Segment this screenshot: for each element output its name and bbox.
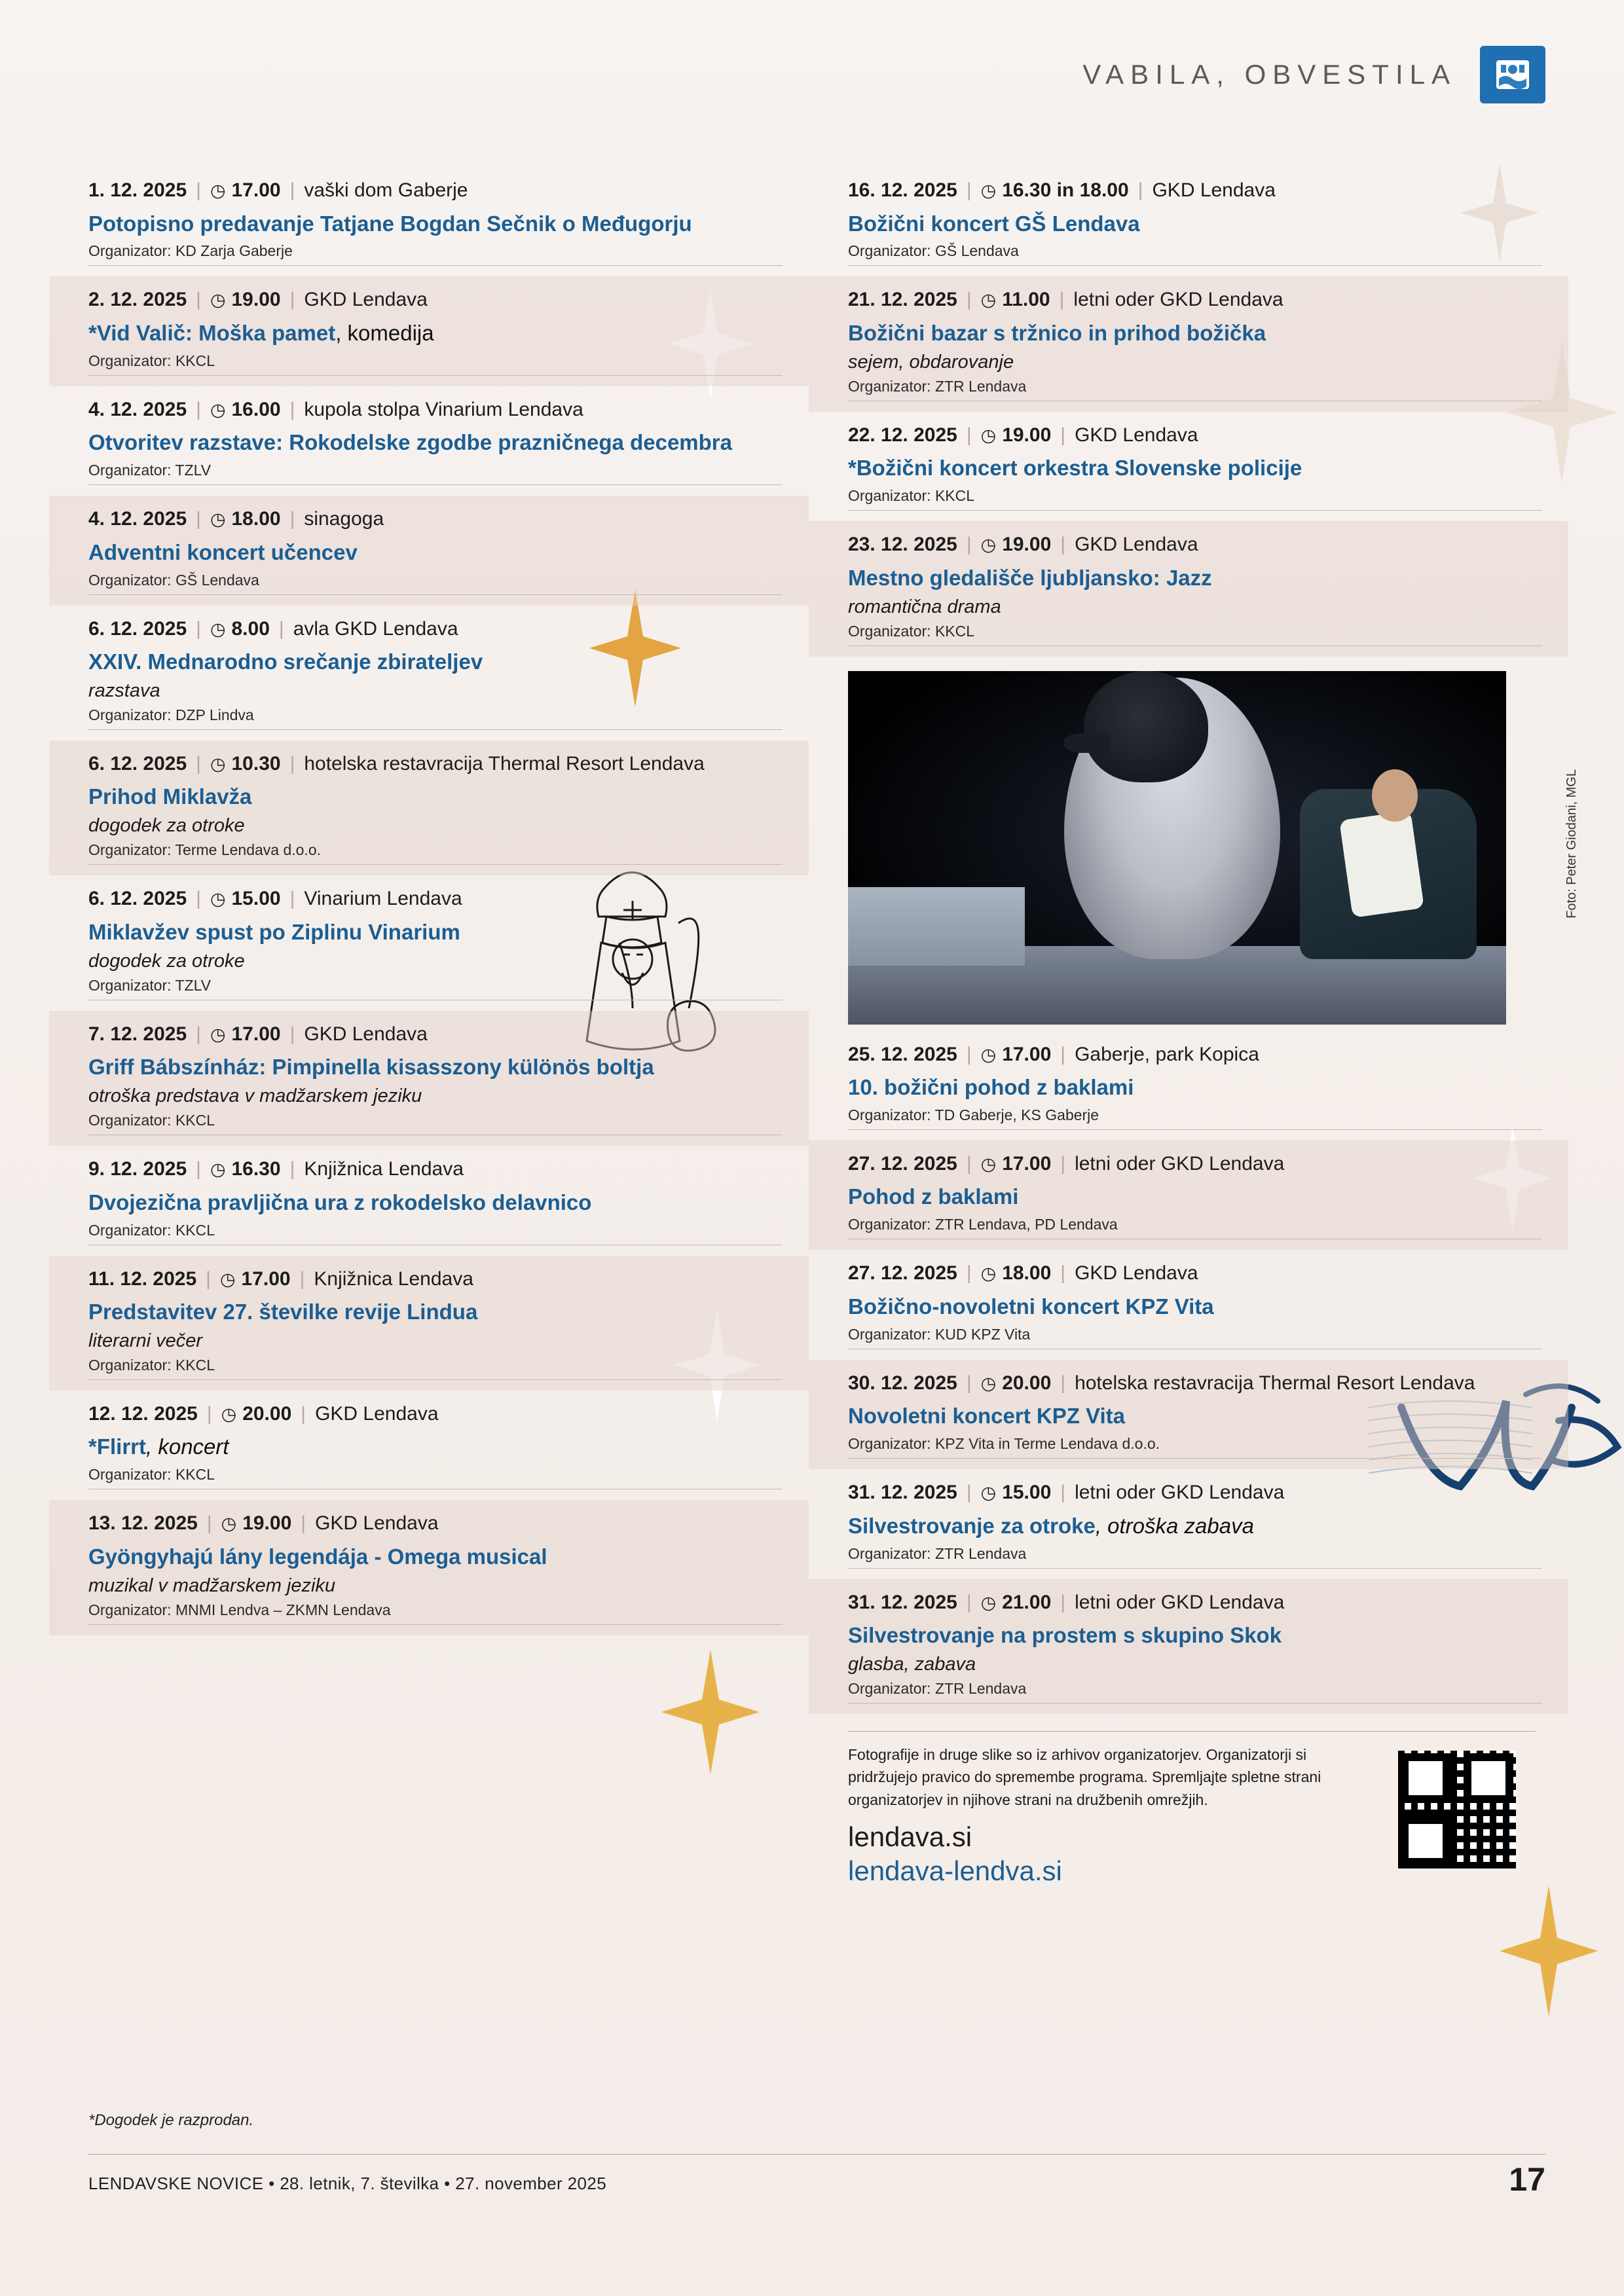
- meta-separator: |: [1060, 1262, 1066, 1285]
- meta-separator: |: [1060, 1372, 1066, 1394]
- clock-icon: ◷: [980, 1483, 997, 1503]
- event-organizer: Organizator: KUD KPZ Vita: [848, 1325, 1031, 1343]
- meta-separator: |: [966, 1043, 972, 1065]
- page-title: VABILA, OBVESTILA: [1082, 59, 1456, 90]
- event-item: [848, 276, 1536, 411]
- event-place: GKD Lendava: [1075, 1262, 1198, 1285]
- event-date: 31. 12. 2025: [848, 1482, 957, 1504]
- meta-separator: |: [1137, 179, 1143, 201]
- event-item: [88, 1011, 776, 1146]
- event-date: 1. 12. 2025: [88, 179, 187, 201]
- event-title-main: Silvestrovanje na prostem s skupino Skok: [848, 1623, 1282, 1648]
- event-organizer: Organizator: KPZ Vita in Terme Lendava d.o.o.: [848, 1435, 1160, 1453]
- event-place: Knjižnica Lendava: [304, 1158, 464, 1180]
- event-organizer: Organizator: KKCL: [848, 622, 975, 640]
- event-place: letni oder GKD Lendava: [1075, 1482, 1285, 1504]
- clock-icon: ◷: [980, 290, 997, 310]
- meta-separator: |: [301, 1402, 306, 1425]
- meta-separator: |: [289, 752, 295, 774]
- meta-separator: |: [196, 289, 201, 311]
- event-item: [848, 412, 1536, 521]
- event-title: [88, 648, 776, 676]
- meta-separator: |: [1060, 424, 1066, 446]
- event-item: [848, 167, 1536, 276]
- event-title: [88, 1298, 776, 1326]
- event-photo-wrapper: [848, 671, 1579, 1025]
- event-time: 20.00: [242, 1402, 292, 1425]
- event-meta: [848, 1259, 1536, 1288]
- event-date: 6. 12. 2025: [88, 617, 187, 640]
- event-organizer: Organizator: TD Gaberje, KS Gaberje: [848, 1106, 1099, 1123]
- clock-icon: ◷: [210, 619, 226, 639]
- event-date: 6. 12. 2025: [88, 752, 187, 774]
- clock-icon: ◷: [210, 399, 226, 420]
- notice-text: Fotografije in druge slike so iz arhivov organizatorjev. Organizatorji si pridržujejo pravico do spremembe programa. Spremljajte spletne strani organizatorjev in njihove strani na družbenih omrežjih.: [848, 1745, 1321, 1808]
- meta-separator: |: [966, 1262, 972, 1285]
- event-divider: [88, 375, 783, 376]
- meta-separator: |: [206, 1512, 212, 1535]
- meta-separator: |: [1060, 1591, 1066, 1613]
- event-place: sinagoga: [304, 508, 384, 530]
- clock-icon: ◷: [210, 889, 226, 909]
- event-date: 23. 12. 2025: [848, 534, 957, 556]
- theatre-photo: [848, 671, 1506, 1025]
- event-meta: [848, 421, 1536, 450]
- event-organizer: Organizator: TZLV: [88, 462, 212, 479]
- meta-separator: |: [966, 1591, 972, 1613]
- event-place: letni oder GKD Lendava: [1073, 289, 1283, 311]
- event-divider: [848, 1129, 1542, 1130]
- page-number: 17: [1509, 2161, 1545, 2198]
- events-column-left: [88, 167, 776, 1887]
- event-subtitle: glasba, zabava: [848, 1653, 976, 1675]
- meta-separator: |: [289, 398, 295, 420]
- event-title-main: XXIV. Mednarodno srečanje zbirateljev: [88, 649, 483, 674]
- meta-separator: |: [196, 1023, 201, 1045]
- meta-separator: |: [196, 1158, 201, 1180]
- event-item: [88, 386, 776, 496]
- event-date: 12. 12. 2025: [88, 1402, 198, 1425]
- clock-icon: ◷: [980, 535, 997, 555]
- event-date: 9. 12. 2025: [88, 1158, 187, 1180]
- event-date: 16. 12. 2025: [848, 179, 957, 201]
- event-divider: [88, 864, 783, 865]
- event-date: 4. 12. 2025: [88, 398, 187, 420]
- event-organizer: Organizator: GŠ Lendava: [88, 571, 259, 589]
- meta-separator: |: [196, 888, 201, 910]
- event-meta: [88, 1509, 776, 1538]
- event-divider: [848, 1568, 1542, 1569]
- event-subtitle: razstava: [88, 680, 160, 701]
- event-time: 16.00: [231, 398, 281, 420]
- meta-separator: |: [1060, 1043, 1066, 1065]
- meta-separator: |: [196, 617, 201, 640]
- event-divider: [848, 1458, 1542, 1459]
- events-columns: [88, 167, 1579, 1887]
- event-title-main: Miklavžev spust po Ziplinu Vinarium: [88, 919, 460, 944]
- clock-icon: ◷: [980, 1264, 997, 1284]
- event-item: [848, 1360, 1536, 1469]
- event-date: 27. 12. 2025: [848, 1262, 957, 1285]
- event-meta: [848, 1040, 1536, 1069]
- event-title-main: *Vid Valič: Moška pamet: [88, 320, 336, 345]
- event-time: 19.00: [242, 1512, 292, 1535]
- clock-icon: ◷: [980, 1044, 997, 1065]
- clock-icon: ◷: [210, 290, 226, 310]
- event-date: 6. 12. 2025: [88, 888, 187, 910]
- meta-separator: |: [966, 1152, 972, 1175]
- event-time: 19.00: [231, 289, 281, 311]
- event-place: GKD Lendava: [304, 289, 428, 311]
- clock-icon: ◷: [219, 1269, 236, 1289]
- event-place: GKD Lendava: [315, 1512, 439, 1535]
- clock-icon: ◷: [980, 425, 997, 445]
- event-title: [848, 454, 1536, 483]
- event-time: 10.30: [231, 752, 281, 774]
- event-subtitle: sejem, obdarovanje: [848, 351, 1014, 373]
- event-organizer: Organizator: KKCL: [848, 487, 975, 505]
- clock-icon: ◷: [210, 1159, 226, 1180]
- meta-separator: |: [1060, 1482, 1066, 1504]
- meta-separator: |: [196, 508, 201, 530]
- meta-separator: |: [966, 289, 972, 311]
- event-meta: [848, 176, 1536, 205]
- event-date: 22. 12. 2025: [848, 424, 957, 446]
- event-title: [848, 1293, 1536, 1321]
- event-item: [88, 496, 776, 605]
- event-place: GKD Lendava: [1075, 534, 1198, 556]
- event-title-suffix-italic: , koncert: [146, 1434, 229, 1459]
- meta-separator: |: [196, 752, 201, 774]
- event-date: 21. 12. 2025: [848, 289, 957, 311]
- meta-separator: |: [966, 1482, 972, 1504]
- event-divider: [848, 1703, 1542, 1704]
- event-date: 25. 12. 2025: [848, 1043, 957, 1065]
- meta-separator: |: [289, 179, 295, 201]
- event-title-main: Novoletni koncert KPZ Vita: [848, 1404, 1125, 1429]
- event-subtitle: dogodek za otroke: [88, 950, 245, 972]
- event-item: [88, 1500, 776, 1635]
- event-title-main: Predstavitev 27. številke revije Lindua: [88, 1300, 478, 1324]
- event-date: 27. 12. 2025: [848, 1152, 957, 1175]
- event-divider: [848, 265, 1542, 266]
- event-title: [88, 919, 776, 947]
- footer-text: LENDAVSKE NOVICE • 28. letnik, 7. številka • 27. november 2025: [88, 2174, 607, 2193]
- event-divider: [848, 510, 1542, 511]
- event-place: kupola stolpa Vinarium Lendava: [304, 398, 583, 420]
- event-title: [88, 1433, 776, 1461]
- event-place: Vinarium Lendava: [304, 888, 462, 910]
- event-organizer: Organizator: Terme Lendava d.o.o.: [88, 841, 322, 859]
- clock-icon: ◷: [210, 754, 226, 774]
- event-title: [88, 429, 776, 457]
- event-divider: [88, 729, 783, 730]
- events-column-right: [848, 167, 1579, 1887]
- clock-icon: ◷: [980, 1373, 997, 1393]
- event-title-suffix-italic: , otroška zabava: [1095, 1513, 1254, 1538]
- event-date: 13. 12. 2025: [88, 1512, 198, 1535]
- event-organizer: Organizator: KKCL: [88, 1466, 215, 1484]
- clock-icon: ◷: [980, 181, 997, 200]
- meta-separator: |: [966, 1372, 972, 1394]
- meta-separator: |: [966, 179, 972, 201]
- event-title: [88, 783, 776, 811]
- event-meta: [848, 1150, 1536, 1178]
- event-time: 16.30 in 18.00: [1002, 179, 1129, 201]
- event-title: [88, 539, 776, 567]
- photo-credit: Foto: Peter Giodani, MGL: [1564, 769, 1579, 919]
- clock-icon: ◷: [221, 1514, 237, 1534]
- event-title: [848, 1402, 1536, 1430]
- event-meta: [88, 884, 776, 913]
- event-title-main: Silvestrovanje za otroke: [848, 1513, 1096, 1538]
- notice-block: [848, 1731, 1536, 1887]
- event-meta: [88, 1155, 776, 1184]
- event-organizer: Organizator: ZTR Lendava, PD Lendava: [848, 1216, 1118, 1233]
- meta-separator: |: [966, 534, 972, 556]
- page-header: [1082, 46, 1545, 103]
- event-time: 17.00: [231, 1023, 281, 1045]
- event-item: [88, 276, 776, 386]
- event-title-main: Griff Bábszínház: Pimpinella kisasszony különös boltja: [88, 1055, 654, 1080]
- event-item: [88, 1256, 776, 1391]
- event-meta: [848, 285, 1536, 314]
- event-item: [848, 1250, 1536, 1359]
- event-place: letni oder GKD Lendava: [1075, 1591, 1285, 1613]
- website-link-lendava[interactable]: lendava.si: [848, 1821, 972, 1853]
- event-meta: [88, 285, 776, 314]
- event-divider: [88, 484, 783, 485]
- meta-separator: |: [1060, 1152, 1066, 1175]
- meta-separator: |: [301, 1512, 306, 1535]
- clock-icon: ◷: [221, 1404, 237, 1424]
- event-time: 17.00: [1002, 1152, 1052, 1175]
- event-place: avla GKD Lendava: [293, 617, 458, 640]
- event-time: 15.00: [1002, 1482, 1052, 1504]
- event-place: GKD Lendava: [304, 1023, 428, 1045]
- event-title-main: Gyöngyhajú lány legendája - Omega musical: [88, 1544, 547, 1569]
- event-title: [88, 210, 776, 238]
- event-divider: [88, 265, 783, 266]
- event-title-main: Dvojezična pravljična ura z rokodelsko delavnico: [88, 1190, 592, 1214]
- event-title: [848, 210, 1536, 238]
- event-time: 11.00: [1002, 289, 1050, 311]
- event-time: 19.00: [1002, 424, 1052, 446]
- event-place: Knjižnica Lendava: [314, 1267, 473, 1290]
- meta-separator: |: [206, 1267, 211, 1290]
- event-date: 2. 12. 2025: [88, 289, 187, 311]
- event-place: GKD Lendava: [1152, 179, 1276, 201]
- event-organizer: Organizator: KKCL: [88, 1356, 215, 1374]
- event-time: 21.00: [1002, 1591, 1052, 1613]
- event-title-main: Adventni koncert učencev: [88, 539, 358, 564]
- event-place: letni oder GKD Lendava: [1075, 1152, 1285, 1175]
- event-subtitle: dogodek za otroke: [88, 815, 245, 837]
- event-item: [88, 1146, 776, 1255]
- event-meta: [848, 1478, 1536, 1507]
- event-date: 11. 12. 2025: [88, 1267, 197, 1290]
- event-organizer: Organizator: KKCL: [88, 352, 215, 369]
- event-place: GKD Lendava: [1075, 424, 1198, 446]
- meta-separator: |: [196, 398, 201, 420]
- event-item: [88, 167, 776, 276]
- website-link-lendava-lendva[interactable]: lendava-lendva.si: [848, 1855, 1062, 1887]
- event-item: [848, 1140, 1536, 1250]
- meta-separator: |: [1060, 534, 1066, 556]
- meta-separator: |: [289, 508, 295, 530]
- event-date: 30. 12. 2025: [848, 1372, 957, 1394]
- meta-separator: |: [299, 1267, 305, 1290]
- event-item: [848, 521, 1536, 656]
- event-title-main: Božično-novoletni koncert KPZ Vita: [848, 1294, 1214, 1319]
- event-meta: [848, 1588, 1536, 1617]
- event-title: [88, 1189, 776, 1217]
- event-meta: [88, 1265, 776, 1294]
- clock-icon: ◷: [210, 181, 226, 200]
- event-item: [88, 740, 776, 875]
- event-item: [848, 1031, 1536, 1140]
- event-time: 20.00: [1002, 1372, 1052, 1394]
- event-item: [88, 875, 776, 1010]
- clock-icon: ◷: [210, 509, 226, 530]
- event-meta: [88, 750, 776, 778]
- event-item: [848, 1579, 1536, 1714]
- event-item: [88, 1391, 776, 1500]
- meta-separator: |: [289, 289, 295, 311]
- event-meta: [88, 615, 776, 644]
- event-date: 4. 12. 2025: [88, 508, 187, 530]
- footnote: *Dogodek je razprodan.: [88, 2111, 254, 2129]
- event-title: [848, 1183, 1536, 1211]
- event-time: 8.00: [231, 617, 270, 640]
- event-title-main: Pohod z baklami: [848, 1184, 1019, 1209]
- event-time: 17.00: [231, 179, 281, 201]
- event-item: [88, 606, 776, 740]
- event-title: [88, 1543, 776, 1571]
- meta-separator: |: [196, 179, 201, 201]
- meta-separator: |: [278, 617, 284, 640]
- event-place: hotelska restavracija Thermal Resort Lendava: [304, 752, 705, 774]
- event-time: 18.00: [1002, 1262, 1052, 1285]
- event-meta: [848, 530, 1536, 559]
- event-organizer: Organizator: ZTR Lendava: [848, 1679, 1027, 1697]
- event-date: 31. 12. 2025: [848, 1591, 957, 1613]
- event-time: 17.00: [1002, 1043, 1052, 1065]
- event-organizer: Organizator: ZTR Lendava: [848, 1544, 1027, 1562]
- event-time: 15.00: [231, 888, 281, 910]
- footer-divider: [88, 2154, 1545, 2155]
- event-title-main: Prihod Miklavža: [88, 784, 252, 809]
- event-title: [848, 564, 1536, 592]
- event-title: [848, 1512, 1536, 1540]
- event-subtitle: muzikal v madžarskem jeziku: [88, 1575, 336, 1596]
- event-title: [88, 1053, 776, 1082]
- event-item: [848, 1469, 1536, 1578]
- event-organizer: Organizator: DZP Lindva: [88, 706, 254, 723]
- event-meta: [88, 395, 776, 424]
- event-meta: [848, 1369, 1536, 1398]
- sparkle-icon: [1500, 1886, 1598, 2016]
- event-title: [848, 1622, 1536, 1650]
- event-title-main: Otvoritev razstave: Rokodelske zgodbe prazničnega decembra: [88, 430, 732, 455]
- meta-separator: |: [206, 1402, 212, 1425]
- event-meta: [88, 1400, 776, 1429]
- event-organizer: Organizator: TZLV: [88, 976, 212, 994]
- meta-separator: |: [289, 1023, 295, 1045]
- event-organizer: Organizator: GŠ Lendava: [848, 242, 1019, 260]
- event-divider: [88, 1379, 783, 1380]
- event-time: 19.00: [1002, 534, 1052, 556]
- event-time: 16.30: [231, 1158, 281, 1180]
- event-title-suffix: , komedija: [335, 320, 434, 345]
- event-meta: [88, 176, 776, 205]
- meta-separator: |: [289, 1158, 295, 1180]
- event-place: GKD Lendava: [315, 1402, 439, 1425]
- event-title-main: Potopisno predavanje Tatjane Bogdan Sečnik o Međugorju: [88, 211, 692, 236]
- event-organizer: Organizator: KD Zarja Gaberje: [88, 242, 293, 260]
- event-meta: [88, 1020, 776, 1049]
- event-organizer: Organizator: MNMI Lendva – ZKMN Lendava: [88, 1601, 391, 1618]
- event-place: Gaberje, park Kopica: [1075, 1043, 1259, 1065]
- event-title-main: Božični bazar s tržnico in prihod božička: [848, 320, 1266, 345]
- event-organizer: Organizator: KKCL: [88, 1112, 215, 1129]
- event-title-main: *Flirrt: [88, 1434, 147, 1459]
- qr-code-icon[interactable]: [1398, 1751, 1516, 1868]
- event-title-main: *Božični koncert orkestra Slovenske policije: [848, 456, 1302, 481]
- meta-separator: |: [289, 888, 295, 910]
- event-meta: [88, 505, 776, 534]
- event-title-main: 10. božični pohod z baklami: [848, 1075, 1134, 1100]
- event-place: vaški dom Gaberje: [304, 179, 468, 201]
- event-title: [848, 319, 1536, 348]
- clock-icon: ◷: [980, 1592, 997, 1613]
- lendava-coat-of-arms-icon: [1480, 46, 1545, 103]
- event-subtitle: literarni večer: [88, 1330, 203, 1351]
- event-title: [88, 319, 776, 348]
- event-title-main: Božični koncert GŠ Lendava: [848, 211, 1140, 236]
- event-organizer: Organizator: ZTR Lendava: [848, 377, 1027, 395]
- event-place: hotelska restavracija Thermal Resort Lendava: [1075, 1372, 1475, 1394]
- event-subtitle: otroška predstava v madžarskem jeziku: [88, 1085, 422, 1107]
- clock-icon: ◷: [980, 1154, 997, 1174]
- meta-separator: |: [966, 424, 972, 446]
- clock-icon: ◷: [210, 1024, 226, 1044]
- event-title: [848, 1074, 1536, 1102]
- event-time: 18.00: [231, 508, 281, 530]
- event-title-main: Mestno gledališče ljubljansko: Jazz: [848, 565, 1212, 590]
- event-divider: [88, 1624, 783, 1625]
- event-date: 7. 12. 2025: [88, 1023, 187, 1045]
- event-time: 17.00: [241, 1267, 291, 1290]
- meta-separator: |: [1059, 289, 1065, 311]
- event-subtitle: romantična drama: [848, 596, 1001, 617]
- event-divider: [88, 594, 783, 595]
- event-organizer: Organizator: KKCL: [88, 1221, 215, 1239]
